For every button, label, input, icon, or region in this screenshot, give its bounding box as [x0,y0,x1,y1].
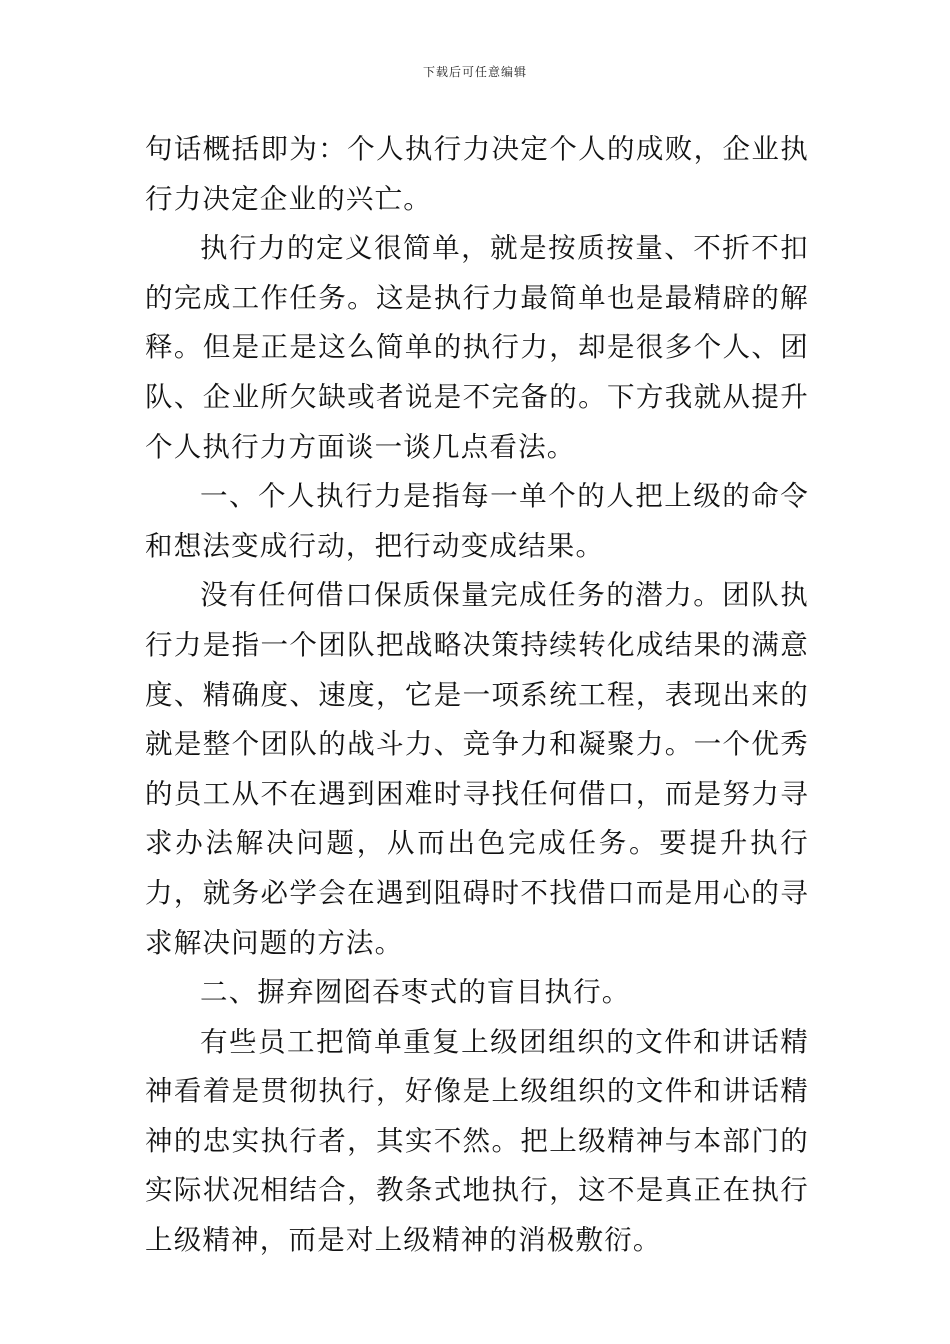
document-body [145,125,809,1266]
paragraph-4: 没有任何借口保质保量完成任务的潜力。团队执行力是指一个团队把战略决策持续转化成结果的满意度、精确度、速度，它是一项系统工程，表现出来的就是整个团队的战斗力、竞争力和凝聚力。一个优秀的员工从不在遇到困难时寻找任何借口，而是努力寻求办法解决问题，从而出色完成任务。要提升执行力，就务必学会在遇到阻碍时不找借口而是用心的寻求解决问题的方法。 [145,579,809,959]
paragraph-5: 二、摒弃囫囵吞枣式的盲目执行。 [200,976,631,1009]
paragraph-1: 句话概括即为：个人执行力决定个人的成败，企业执行力决定企业的兴亡。 [145,133,809,215]
paragraph-3: 一、个人执行力是指每一单个的人把上级的命令和想法变成行动，把行动变成结果。 [145,480,809,562]
page-header: 下载后可任意编辑 [422,65,527,79]
paragraph-2: 执行力的定义很简单，就是按质按量、不折不扣的完成工作任务。这是执行力最简单也是最精辟的解释。但是正是这么简单的执行力，却是很多个人、团队、企业所欠缺或者说是不完备的。下方我就从提升个人执行力方面谈一谈几点看法。 [145,232,809,463]
paragraph-6: 有些员工把简单重复上级团组织的文件和讲话精神看着是贯彻执行，好像是上级组织的文件和讲话精神的忠实执行者，其实不然。把上级精神与本部门的实际状况相结合，教条式地执行，这不是真正在执行上级精神，而是对上级精神的消极敷衍。 [145,1025,809,1257]
